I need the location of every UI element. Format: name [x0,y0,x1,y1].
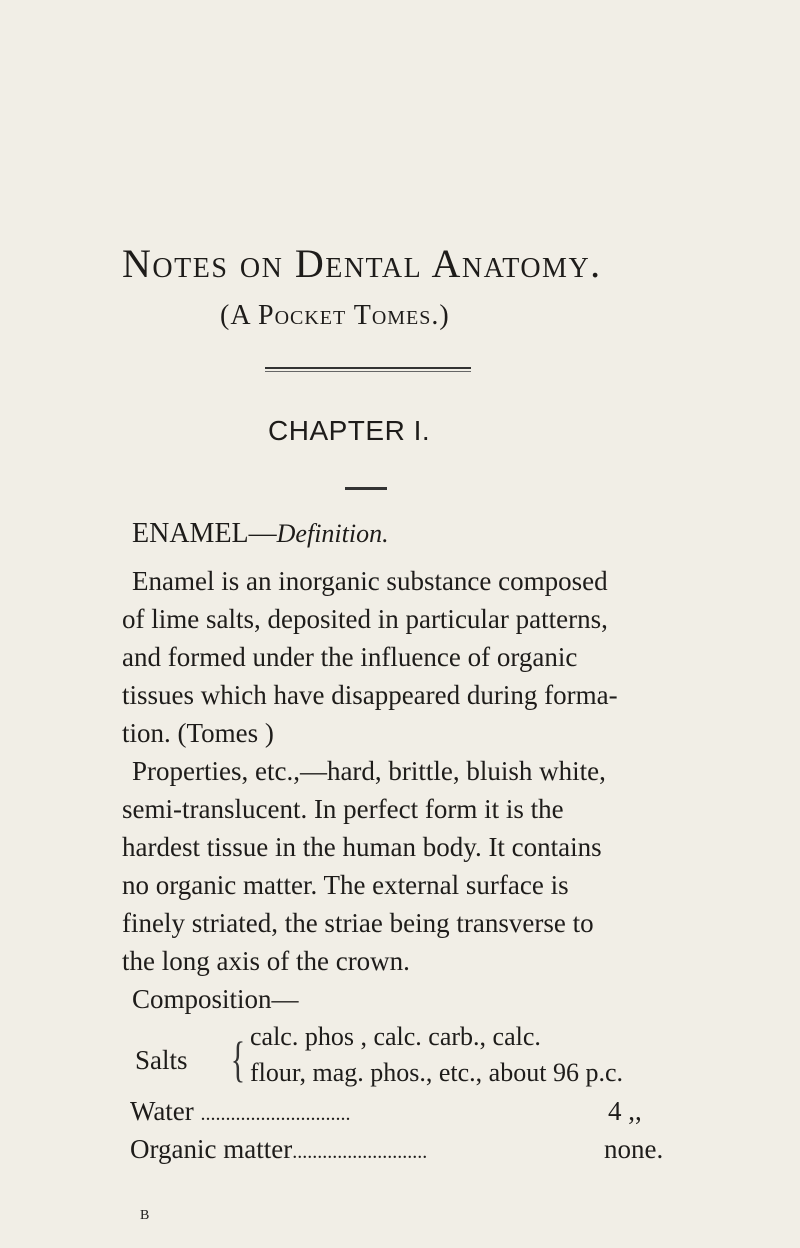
salts-line-1: calc. phos , calc. carb., calc. [250,1022,541,1051]
body-line: and formed under the influence of organic [122,642,578,672]
salts-label: Salts [135,1045,188,1075]
water-value: 4 ,, [608,1096,642,1126]
short-rule [345,487,387,490]
signature-mark: B [140,1208,150,1223]
body-line: hardest tissue in the human body. It contains [122,832,602,862]
double-rule-top [265,367,471,369]
water-row [130,1096,351,1127]
body-line: Composition— [132,984,299,1014]
salts-line-2: flour, mag. phos., etc., about 96 p.c. [250,1058,623,1087]
organic-dots: ........................... [292,1141,428,1163]
brace-glyph: { [230,1031,246,1087]
section-heading-italic: Definition. [276,519,389,548]
organic-label: Organic matter [130,1134,293,1164]
section-heading [132,518,389,550]
water-label: Water [130,1096,194,1126]
body-line: finely striated, the striae being transverse to [122,908,594,938]
body-line: of lime salts, deposited in particular patterns, [122,604,608,634]
organic-value: none. [604,1134,664,1164]
body-line: the long axis of the crown. [122,946,410,976]
organic-row [130,1134,427,1165]
body-line: Enamel is an inorganic substance composed [132,566,608,596]
body-line: no organic matter. The external surface is [122,870,569,900]
page-subtitle: (A Pocket Tomes.) [220,300,450,331]
body-line: tion. (Tomes ) [122,718,274,748]
water-dots: .............................. [200,1103,351,1125]
section-heading-main: ENAMEL— [132,518,277,549]
body-line: tissues which have disappeared during forma- [122,680,618,710]
double-rule-bottom [265,371,471,372]
page-title: Notes on Dental Anatomy. [122,241,602,286]
body-line: semi-translucent. In perfect form it is the [122,794,564,824]
body-line: Properties, etc.,—hard, brittle, bluish white, [132,756,606,786]
chapter-heading: CHAPTER I. [268,415,431,446]
